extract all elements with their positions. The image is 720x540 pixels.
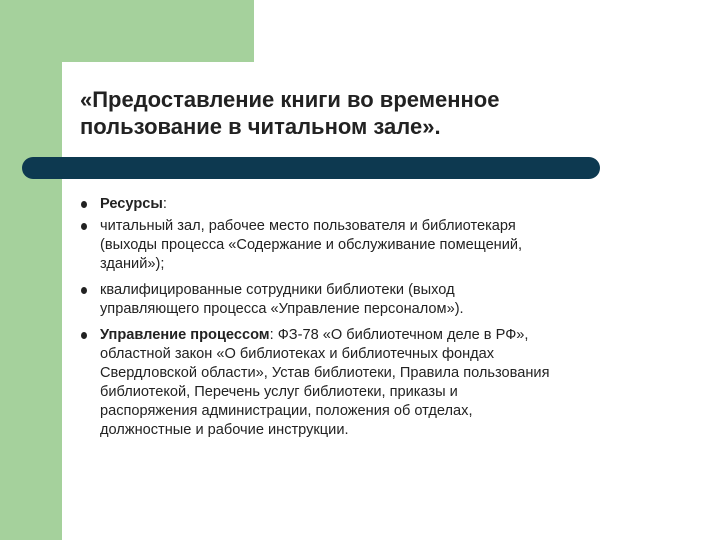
bullet-line: должностные и рабочие инструкции.: [100, 422, 349, 438]
green-side-band: [0, 0, 62, 540]
bullet-line: [100, 326, 680, 345]
bullet-line: (выходы процесса «Содержание и обслуживание помещений,: [100, 237, 523, 253]
bullet-line: Свердловской области», Устав библиотеки, Правила пользования: [100, 365, 550, 381]
title-line-1: «Предоставление книги во временное: [80, 87, 500, 112]
bullet-dot-icon: [81, 201, 87, 208]
bullet-bold-label: Управление процессом: [100, 327, 270, 343]
bullet-line: распоряжения администрации, положения об отделах,: [100, 403, 473, 419]
bullet-line: зданий»);: [100, 256, 165, 272]
bullet-staff: [80, 281, 680, 319]
bullet-dot-icon: [81, 287, 87, 294]
bullet-text: : ФЗ-78 «О библиотечном деле в РФ»,: [269, 327, 529, 343]
bullet-reading-room: [80, 217, 680, 274]
bullet-line: областной закон «О библиотеках и библиотечных фондах: [100, 346, 495, 362]
bullet-line: читальный зал, рабочее место пользователя и библиотекаря: [100, 218, 516, 234]
bullet-resources: [80, 195, 680, 214]
bullet-process-management: [80, 326, 680, 440]
bullet-bold-label: Ресурсы: [100, 196, 163, 212]
bullet-text: :: [162, 196, 167, 212]
bullet-dot-icon: [81, 332, 87, 339]
title-line-2: пользование в читальном зале».: [80, 114, 441, 139]
bullet-dot-icon: [81, 223, 87, 230]
bullet-line: [100, 195, 680, 214]
bullet-list: [80, 195, 680, 447]
slide-title: [80, 86, 680, 140]
bullet-line: квалифицированные сотрудники библиотеки (выход: [100, 282, 455, 298]
bullet-line: управляющего процесса «Управление персоналом»).: [100, 301, 464, 317]
title-divider-bar: [22, 157, 600, 179]
green-top-band: [62, 0, 254, 62]
bullet-line: библиотекой, Перечень услуг библиотеки, приказы и: [100, 384, 458, 400]
